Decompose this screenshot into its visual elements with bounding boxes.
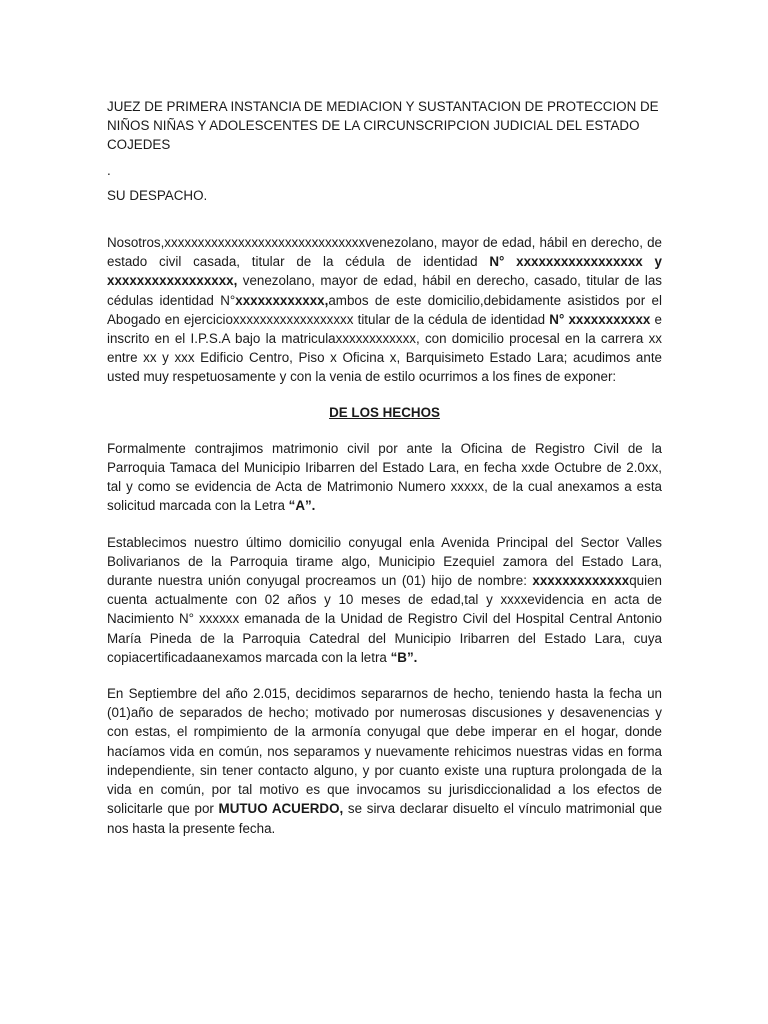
intro-text-3: ambos de este domicilio,debidamente asistidos por el Abogado en ejercicioxxxxxxxxxxxxxxxxxx titular de la cédula de identidad [107,292,662,327]
intro-bold-1: N° xxxxxxxxxxxxxxxxx y xxxxxxxxxxxxxxxxx, [107,254,662,289]
intro-text-2: venezolano, mayor de edad, hábil en derecho, casado, titular de las cédulas identidad N° [107,273,662,308]
section-title: DE LOS HECHOS [329,404,440,420]
p2-bold-1: xxxxxxxxxxxxx [532,573,630,589]
intro-paragraph [107,233,662,387]
separator-dot: . [107,162,111,178]
document-heading: JUEZ DE PRIMERA INSTANCIA DE MEDIACION Y SUSTANTACION DE PROTECCION DE NIÑOS NIÑAS Y ADOLESCENTES DE LA CIRCUNSCRIPCION JUDICIAL DEL ESTADO COJEDES [107,99,659,153]
intro-bold-3: N° xxxxxxxxxxx [549,311,651,327]
p2-bold-2: “B”. [390,649,418,665]
p2-text-2: quien cuenta actualmente con 02 años y 10 meses de edad,tal y xxxxevidencia en acta de Nacimiento N° xxxxxx emanada de la Unidad de Registro Civil del Hospital Central Antonio María Pineda de la Parroquia Catedral del Municipio Iribarren del Estado Lara, cuya copiacertificadaanexamos marcada con la letra [107,573,662,665]
intro-text-1: Nosotros,xxxxxxxxxxxxxxxxxxxxxxxxxxxxxxvenezolano, mayor de edad, hábil en derecho, de estado civil casada, titular de la cédula de identidad [107,235,662,270]
intro-text-4: e inscrito en el I.P.S.A bajo la matriculaxxxxxxxxxxxx, con domicilio procesal en la carrera xx entre xx y xxx Edificio Centro, Piso x Oficina x, Barquisimeto Estado Lara; acudimos ante usted muy respetuosamente y con la venia de estilo ocurrimos a los fines de exponer: [107,311,662,385]
intro-bold-2: xxxxxxxxxxxx, [235,292,329,308]
p2-text-1: Establecimos nuestro último domicilio conyugal enla Avenida Principal del Sector Valles Bolivarianos de la Parroquia tirame algo, Municipio Ezequiel zamora del Estado Lara, durante nuestra unión conyugal procreamos un (01) hijo de nombre: [107,534,662,589]
addressee-line: SU DESPACHO. [107,187,208,203]
p1-text-1: Formalmente contrajimos matrimonio civil por ante la Oficina de Registro Civil de la Parroquia Tamaca del Municipio Iribarren del Estado Lara, en fecha xxde Octubre de 2.0xx, tal y como se evidencia de Acta de Matrimonio Numero xxxxx, de la cual anexamos a esta solicitud marcada con la Letra [107,440,662,514]
p3-text-2: se sirva declarar disuelto el vínculo matrimonial que nos hasta la presente fecha. [107,801,663,836]
facts-paragraph-1 [107,439,662,516]
p3-text-1: En Septiembre del año 2.015, decidimos separarnos de hecho, teniendo hasta la fecha un (01)año de separados de hecho; motivado por numerosas discusiones y desavenencias y con estas, el rompimiento de la armonía conyugal que debe imperar en el hogar, donde hacíamos vida en común, nos separamos y nuevamente rehicimos nuestras vidas en forma independiente, sin tener contacto alguno, y por cuanto existe una ruptura prolongada de la vida en común, por tal motivo es que invocamos su jurisdiccionalidad a los efectos de solicitarle que por [107,686,662,817]
facts-paragraph-2 [107,533,662,667]
p1-bold-1: “A”. [288,498,316,514]
facts-paragraph-3 [107,684,662,838]
p3-bold-1: MUTUO ACUERDO, [218,801,344,817]
